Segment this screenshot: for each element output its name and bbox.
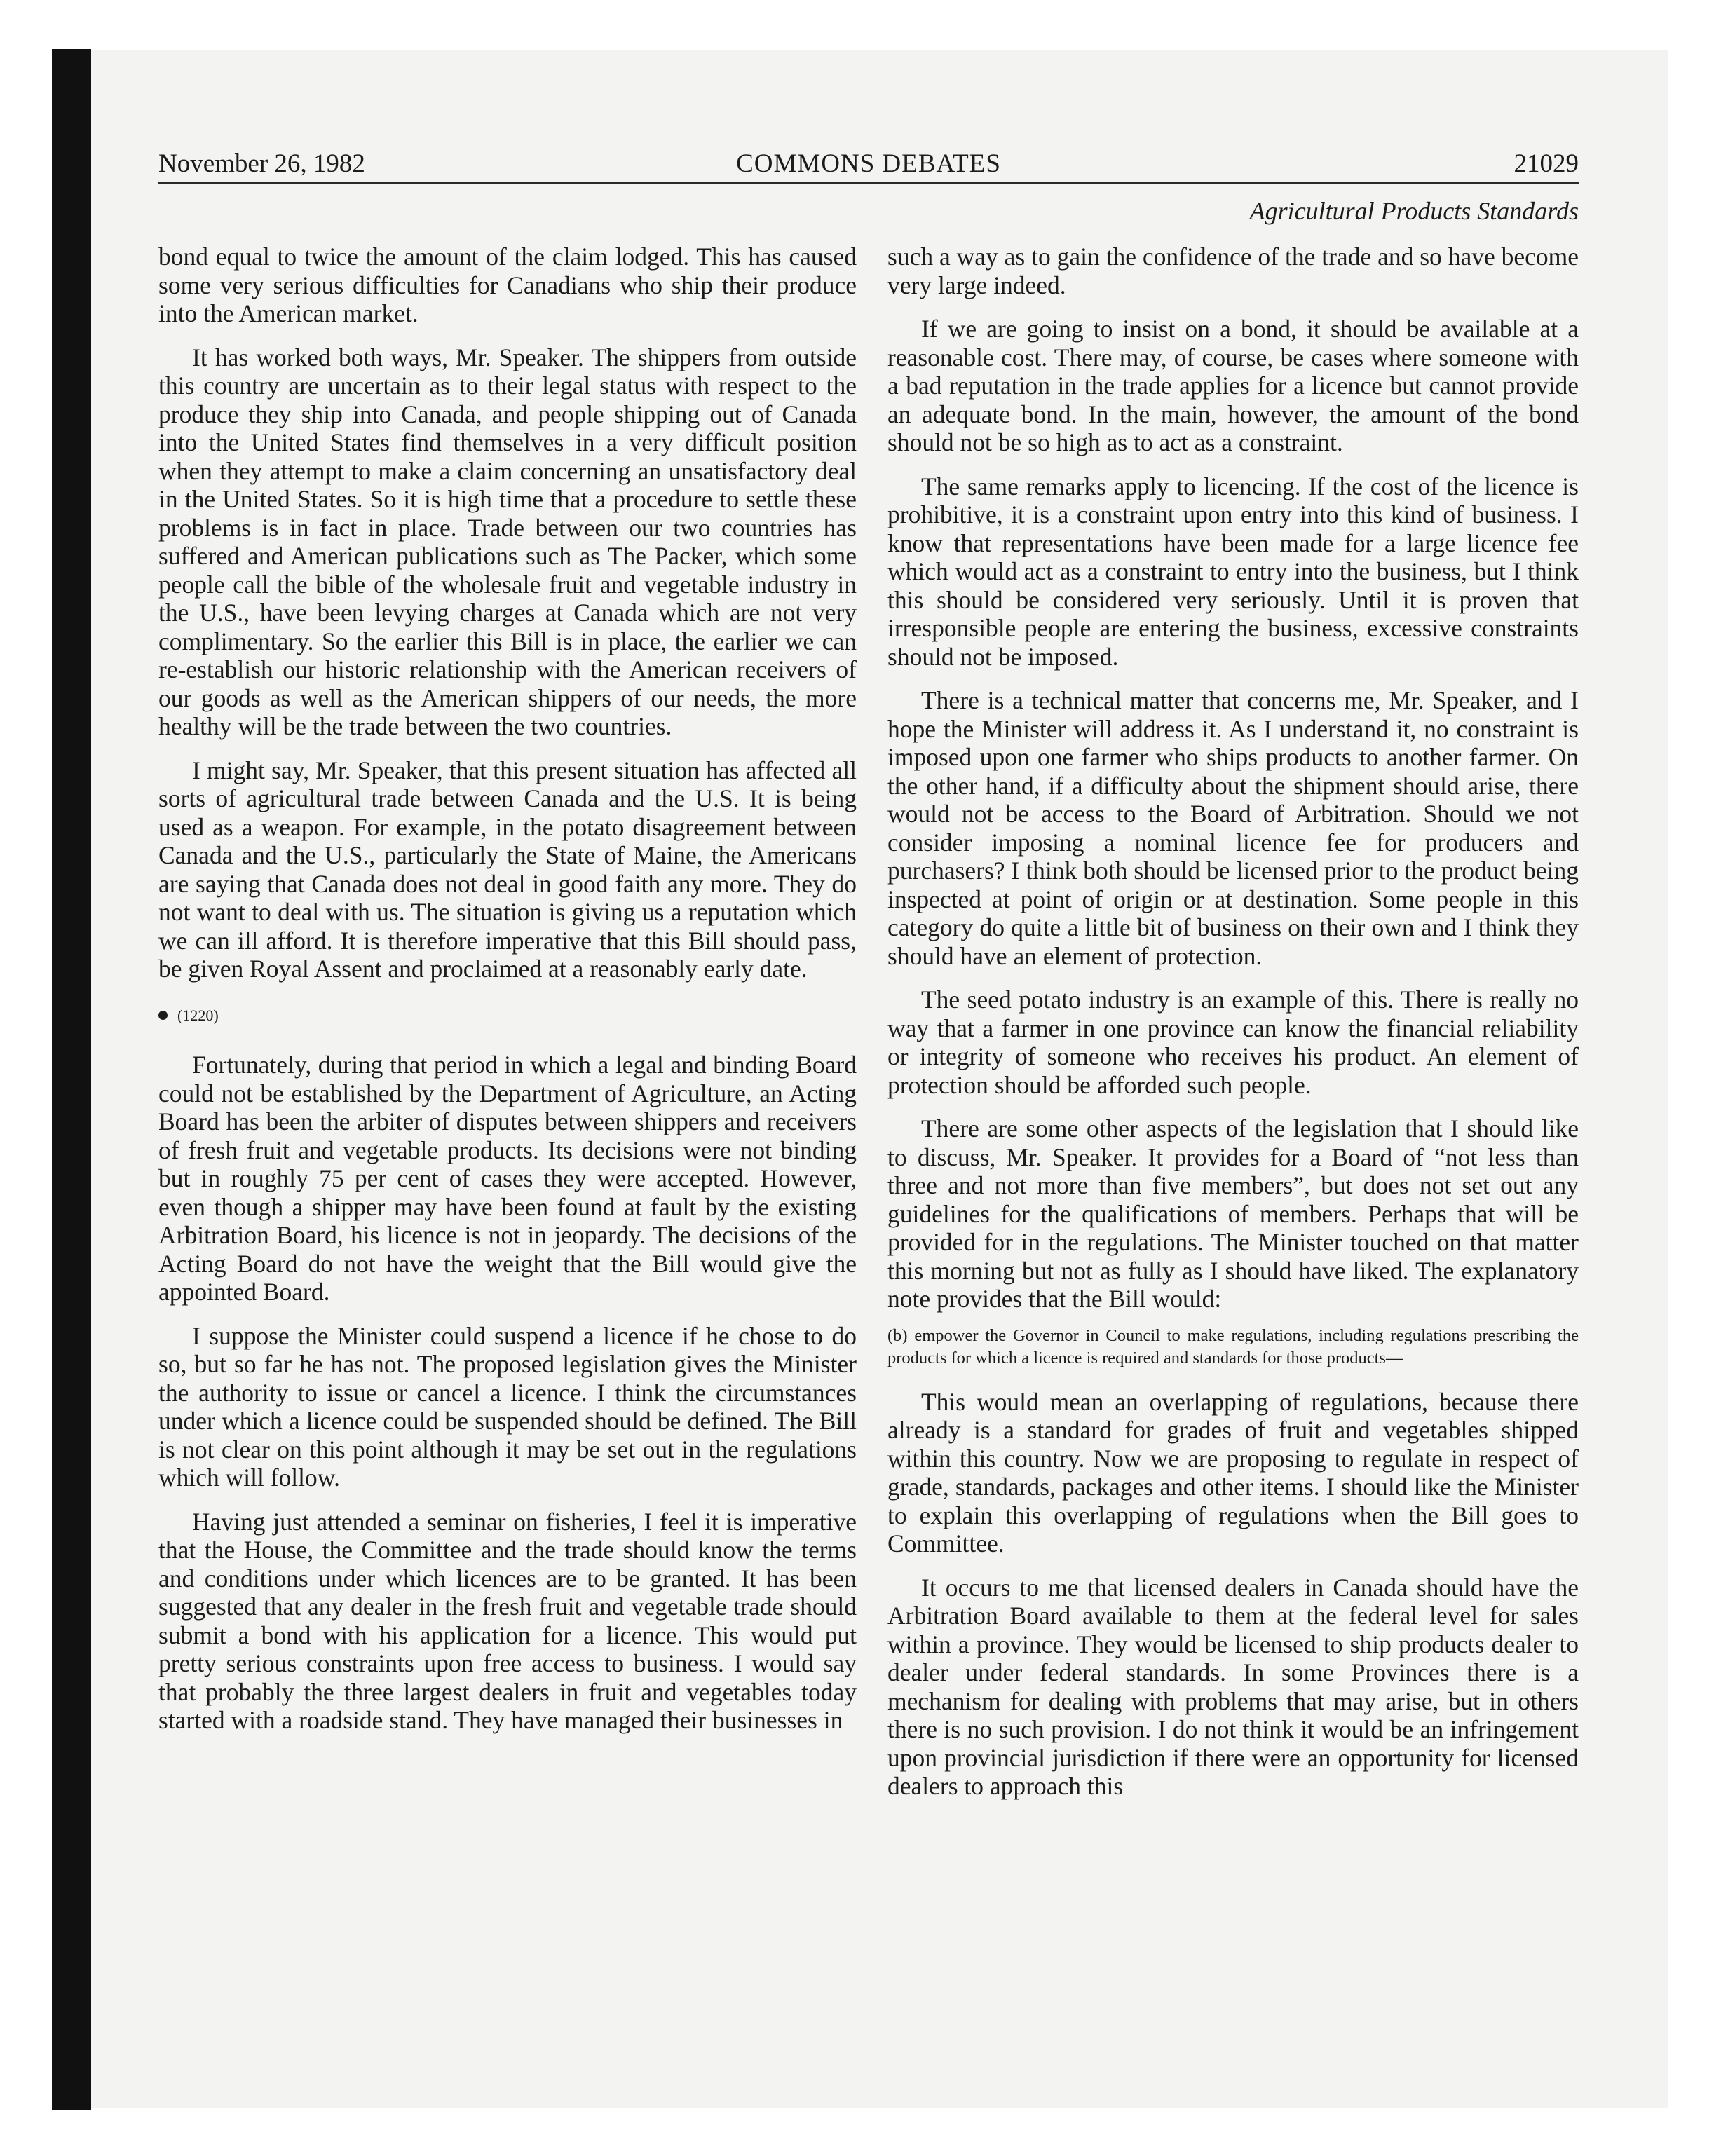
header-publication: COMMONS DEBATES	[736, 149, 1001, 178]
paragraph: There are some other aspects of the legislation that I should like to discuss, Mr. Speaker. It provides for a Board of “not less than three and not more than five members”, but does not set out any guidelines for the qualifications of members. Perhaps that will be provided for in the regulations. The Minister touched on that matter this morning but not as fully as I should have liked. The explanatory note provides that the Bill would:	[887, 1114, 1579, 1313]
paragraph: It occurs to me that licensed dealers in Canada should have the Arbitration Board available to them at the federal level for sales within a province. They would be licensed to ship products dealer to dealer under federal standards. In some Provinces there is a mechanism for dealing with problems that may arise, but in others there is no such provision. I do not think it would be an infringement upon provincial jurisdiction if there were an opportunity for licensed dealers to approach this	[887, 1573, 1579, 1800]
paragraph: such a way as to gain the confidence of the trade and so have become very large indeed.	[887, 243, 1579, 299]
running-head: Agricultural Products Standards	[1249, 197, 1579, 225]
paragraph: The seed potato industry is an example of this. There is really no way that a farmer in one province can know the financial reliability or integrity of someone who receives his product. An element of protection should be afforded such people.	[887, 985, 1579, 1099]
paragraph: There is a technical matter that concerns me, Mr. Speaker, and I hope the Minister will address it. As I understand it, no constraint is imposed upon one farmer who ships products to another farmer. On the other hand, if a difficulty about the shipment should arise, there would not be access to the Board of Arbitration. Should we not consider imposing a nominal licence fee for producers and purchasers? I think both should be licensed prior to the product being inspected at point of origin or at destination. Some people in this category do quite a little bit of business on their own and I think they should have an element of protection.	[887, 686, 1579, 970]
paragraph: The same remarks apply to licencing. If the cost of the licence is prohibitive, it is a constraint upon entry into this kind of business. I know that representations have been made for a large licence fee which would act as a constraint to entry into the business, but I think this should be considered very seriously. Until it is proven that irresponsible people are entering the business, excessive constraints should not be imposed.	[887, 472, 1579, 671]
header-page-number: 21029	[1513, 149, 1579, 178]
paragraph: Having just attended a seminar on fisheries, I feel it is imperative that the House, the Committee and the trade should know the terms and conditions under which licences are to be granted. It has been suggested that any dealer in the fresh fruit and vegetable trade should submit a bond with his application for a licence. This would put pretty serious constraints upon free access to business. I would say that probably the three largest dealers in fruit and vegetables today started with a roadside stand. They have managed their businesses in	[158, 1507, 857, 1734]
right-column	[887, 243, 1579, 1816]
header-date: November 26, 1982	[158, 149, 365, 178]
paragraph: I suppose the Minister could suspend a licence if he chose to do so, but so far he has not. The proposed legislation gives the Minister the authority to issue or cancel a licence. I think the circumstances under which a licence could be suspended should be defined. The Bill is not clear on this point although it may be set out in the regulations which will follow.	[158, 1321, 857, 1492]
time-marker	[158, 1002, 857, 1030]
time-marker-label: (1220)	[177, 1006, 219, 1024]
paragraph: I might say, Mr. Speaker, that this present situation has affected all sorts of agricultural trade between Canada and the U.S. It is being used as a weapon. For example, in the potato disagreement between Canada and the U.S., particularly the State of Maine, the Americans are saying that Canada does not deal in good faith any more. They do not want to deal with us. The situation is giving us a reputation which we can ill afford. It is therefore imperative that this Bill should pass, be given Royal Assent and proclaimed at a reasonably early date.	[158, 756, 857, 983]
paragraph: This would mean an overlapping of regulations, because there already is a standard for grades of fruit and vegetables shipped within this country. Now we are proposing to regulate in respect of grade, standards, packages and other items. I should like the Minister to explain this overlapping of regulations when the Bill goes to Committee.	[887, 1387, 1579, 1557]
paragraph: Fortunately, during that period in which a legal and binding Board could not be established by the Department of Agriculture, an Acting Board has been the arbiter of disputes between shippers and receivers of fresh fruit and vegetable products. Its decisions were not binding but in roughly 75 per cent of cases they were accepted. However, even though a shipper may have been found at fault by the existing Arbitration Board, his licence is not in jeopardy. The decisions of the Acting Board do not have the weight that the Bill would give the appointed Board.	[158, 1051, 857, 1306]
block-quote: (b) empower the Governor in Council to make regulations, including regulations prescribing the products for which a licence is required and standards for those products—	[887, 1325, 1579, 1367]
left-column	[158, 243, 857, 1750]
bullet-icon	[158, 1011, 168, 1020]
paragraph: It has worked both ways, Mr. Speaker. The shippers from outside this country are uncertain as to their legal status with respect to the produce they ship into Canada, and people shipping out of Canada into the United States find themselves in a very difficult position when they attempt to make a claim concerning an unsatisfactory deal in the United States. So it is high time that a procedure to settle these problems is in fact in place. Trade between our two countries has suffered and American publications such as The Packer, which some people call the bible of the wholesale fruit and vegetable industry in the U.S., have been levying charges at Canada which are not very complimentary. So the earlier this Bill is in place, the earlier we can re-establish our historic relationship with the American receivers of our goods as well as the American shippers of our needs, the more healthy will be the trade between the two countries.	[158, 343, 857, 740]
paragraph: If we are going to insist on a bond, it should be available at a reasonable cost. There may, of course, be cases where someone with a bad reputation in the trade applies for a licence but cannot provide an adequate bond. In the main, however, the amount of the bond should not be so high as to act as a constraint.	[887, 315, 1579, 456]
paragraph: bond equal to twice the amount of the claim lodged. This has caused some very serious difficulties for Canadians who ship their produce into the American market.	[158, 243, 857, 327]
page-header	[158, 147, 1579, 184]
scan-edge-shadow	[52, 49, 91, 2110]
